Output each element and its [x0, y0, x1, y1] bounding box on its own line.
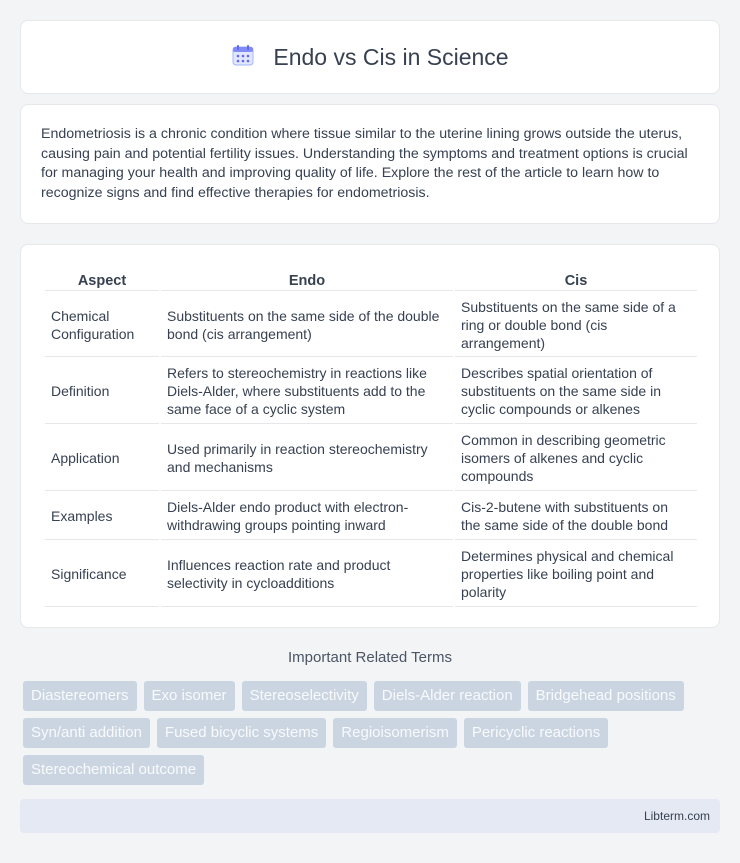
header-card	[20, 20, 720, 94]
page-title: Endo vs Cis in Science	[273, 43, 509, 70]
table-cell-endo: Substituents on the same side of the double bond (cis arrangement)	[161, 293, 453, 357]
header-cis: Cis	[455, 267, 697, 291]
header-endo: Endo	[161, 267, 453, 291]
table-cell-cis: Common in describing geometric isomers of alkenes and cyclic compounds	[455, 426, 697, 491]
related-term-tag[interactable]: Diels-Alder reaction	[374, 681, 521, 711]
related-term-tag[interactable]: Fused bicyclic systems	[157, 718, 326, 748]
table-cell-endo: Used primarily in reaction stereochemistry and mechanisms	[161, 426, 453, 491]
related-term-tag[interactable]: Pericyclic reactions	[464, 718, 608, 748]
intro-text: Endometriosis is a chronic condition where tissue similar to the uterine lining grows outside the uterus, causing pain and potential fertility issues. Understanding the symptoms and treatment options is crucial for managing your health and improving quality of life. Explore the rest of the article to learn how to recognize signs and find effective therapies for endometriosis.	[41, 126, 688, 201]
table-cell-aspect: Significance	[45, 542, 159, 607]
related-term-tag[interactable]: Stereoselectivity	[242, 681, 367, 711]
calendar-icon	[231, 43, 255, 72]
related-term-tag[interactable]: Bridgehead positions	[528, 681, 684, 711]
related-terms-title: Important Related Terms	[288, 649, 452, 666]
table-cell-cis: Describes spatial orientation of substituents on the same side in cyclic compounds or alkenes	[455, 359, 697, 424]
table-cell-aspect: Definition	[45, 359, 159, 424]
table-cell-endo: Influences reaction rate and product selectivity in cycloadditions	[161, 542, 453, 607]
title-wrap	[231, 43, 508, 72]
footer-site-link[interactable]: Libterm.com	[643, 809, 710, 823]
table-cell-aspect: Application	[45, 426, 159, 491]
table-cell-cis: Substituents on the same side of a ring or double bond (cis arrangement)	[455, 293, 697, 357]
related-term-tag[interactable]: Exo isomer	[144, 681, 235, 711]
table-cell-endo: Diels-Alder endo product with electron-withdrawing groups pointing inward	[161, 493, 453, 540]
footer	[20, 799, 720, 833]
header-aspect: Aspect	[45, 267, 159, 291]
table-cell-endo: Refers to stereochemistry in reactions like Diels-Alder, where substituents add to the same face of a cyclic system	[161, 359, 453, 424]
comparison-table	[43, 265, 699, 609]
table-row	[45, 426, 697, 491]
table-row	[45, 493, 697, 540]
table-cell-aspect: Examples	[45, 493, 159, 540]
table-row	[45, 359, 697, 424]
table-header-row	[45, 267, 697, 291]
related-term-tag[interactable]: Stereochemical outcome	[23, 755, 204, 785]
related-terms-list	[23, 681, 723, 785]
table-row	[45, 293, 697, 357]
related-term-tag[interactable]: Diastereomers	[23, 681, 137, 711]
table-cell-cis: Determines physical and chemical properties like boiling point and polarity	[455, 542, 697, 607]
related-term-tag[interactable]: Syn/anti addition	[23, 718, 150, 748]
intro-card	[20, 104, 720, 224]
table-cell-cis: Cis-2-butene with substituents on the same side of the double bond	[455, 493, 697, 540]
comparison-table-card	[20, 244, 720, 628]
related-term-tag[interactable]: Regioisomerism	[333, 718, 457, 748]
table-row	[45, 542, 697, 607]
table-cell-aspect: Chemical Configuration	[45, 293, 159, 357]
